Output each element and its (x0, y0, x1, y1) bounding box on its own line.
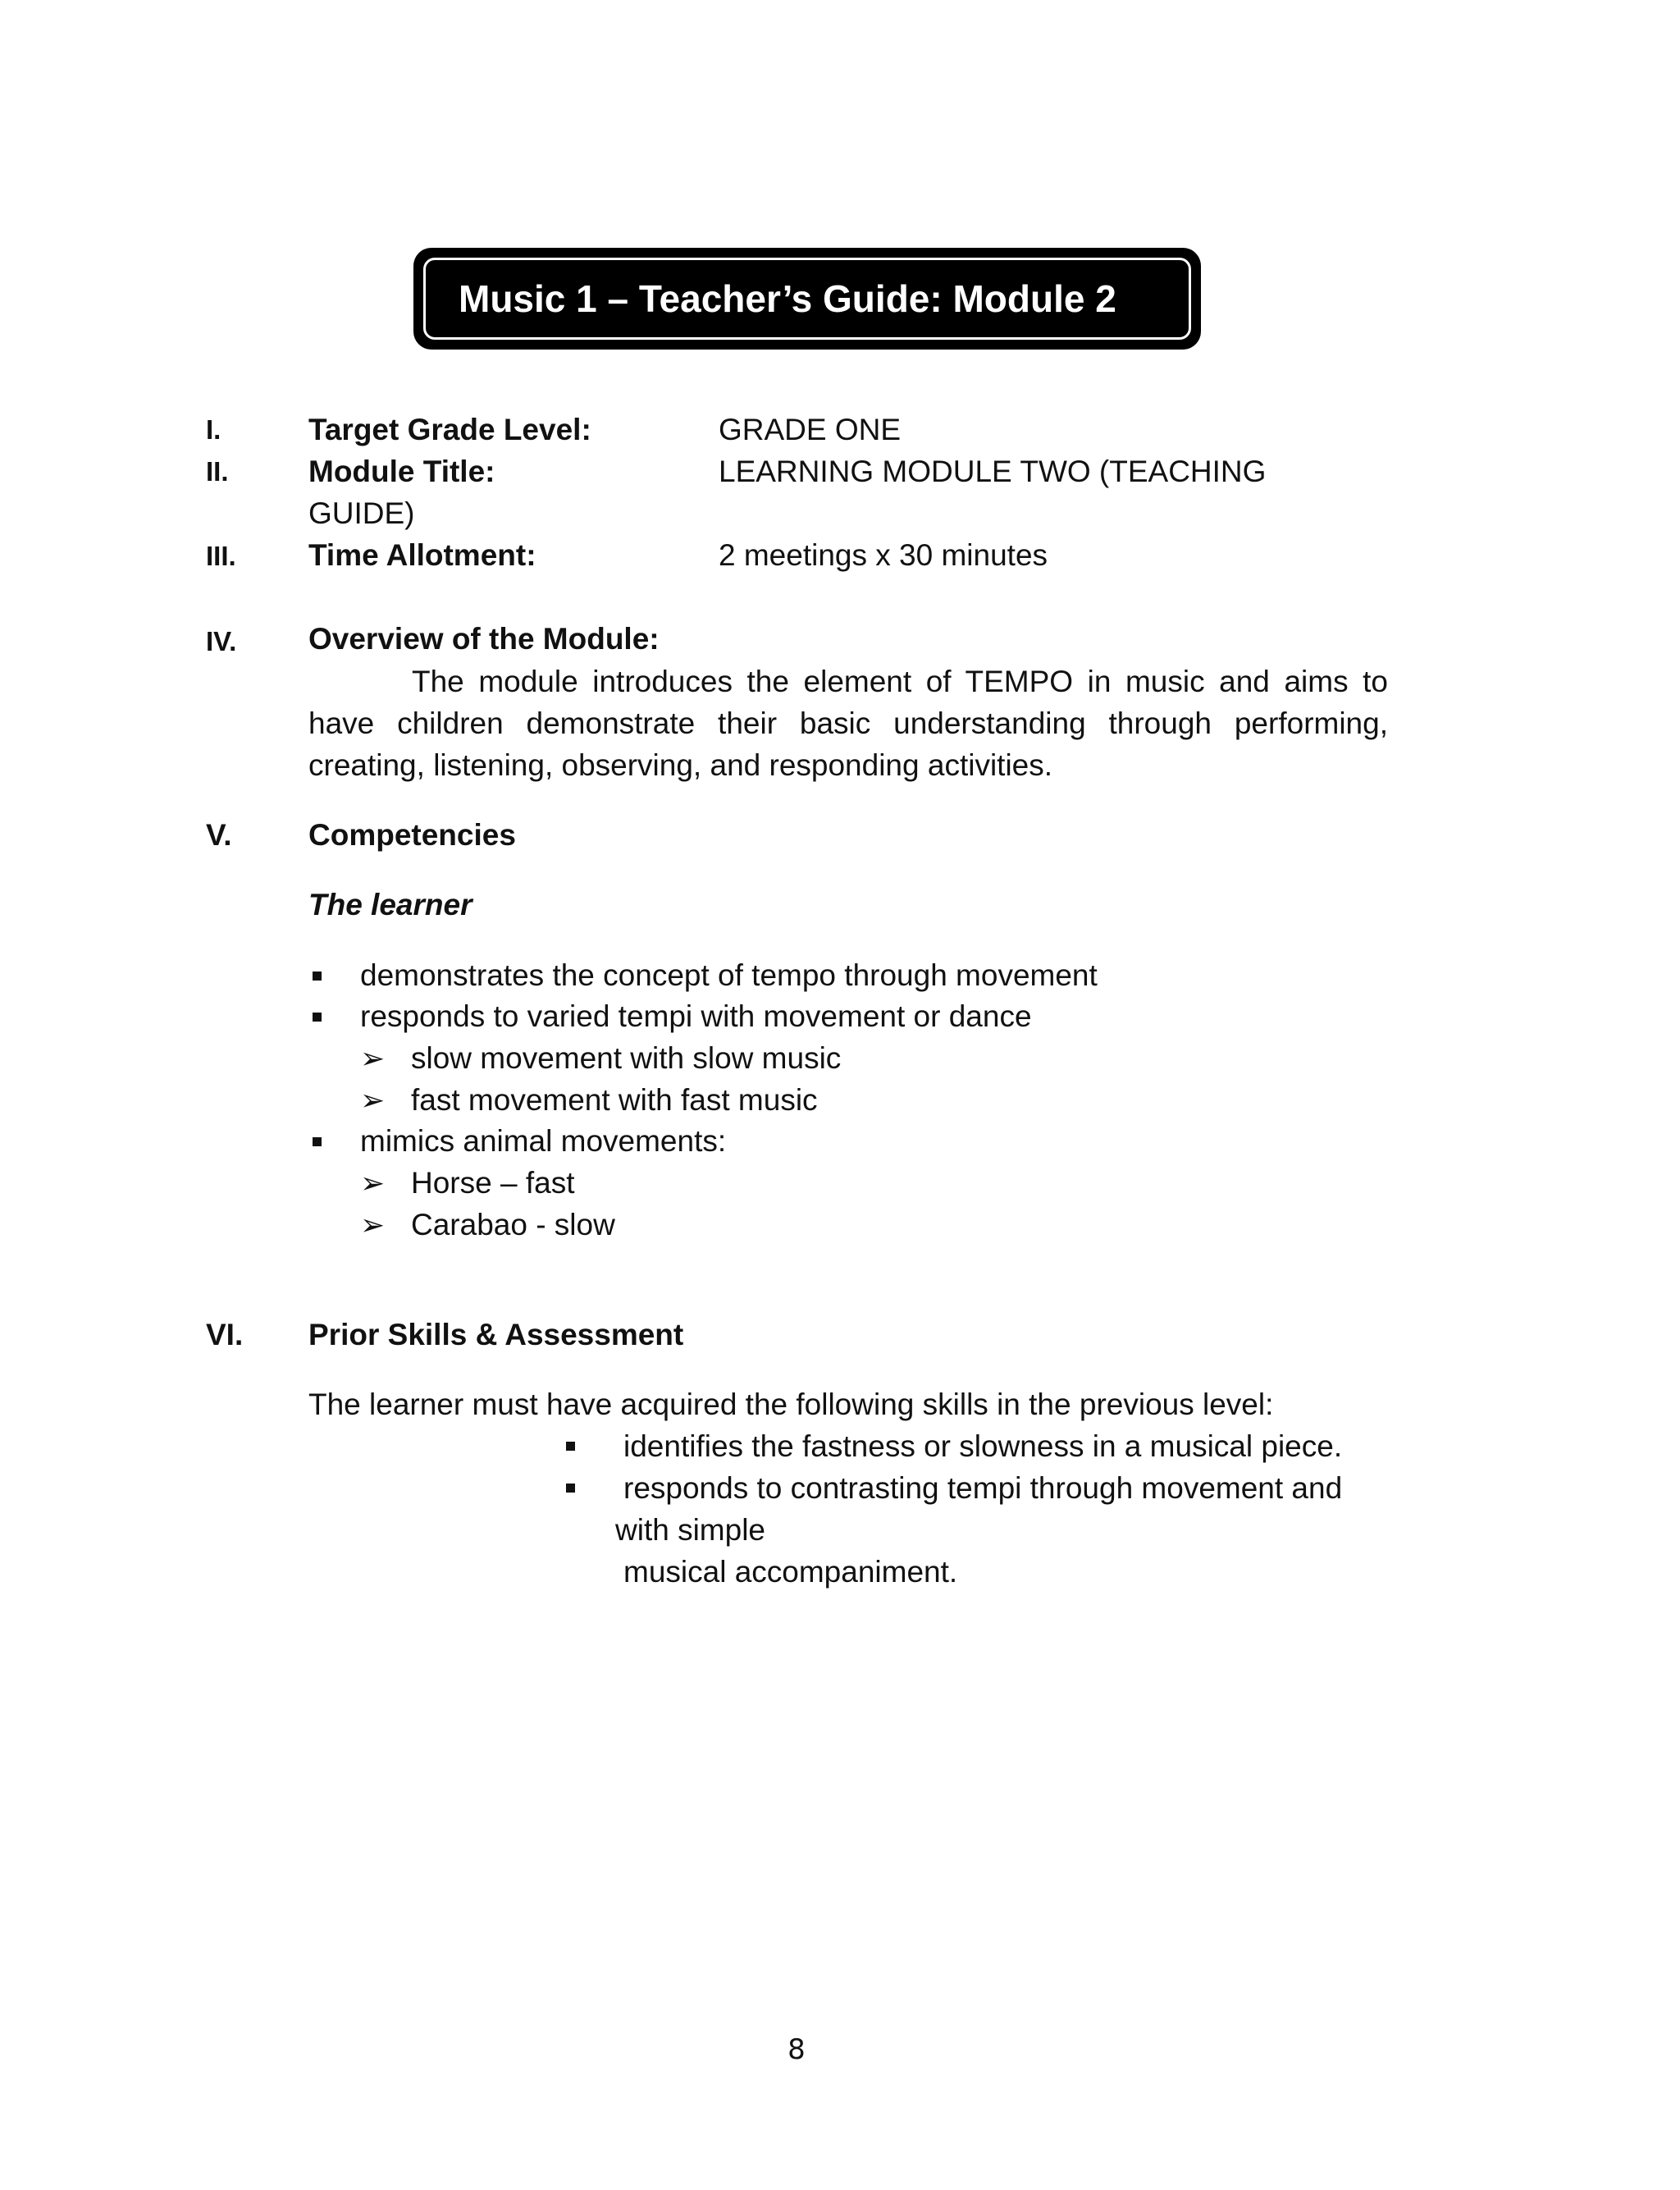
overview-label: Overview of the Module: (308, 622, 660, 656)
section-numeral-iv: IV. (206, 626, 237, 656)
competency-subitem: Carabao - slow (411, 1208, 615, 1241)
prior-skill-item: responds to contrasting tempi through movement and (623, 1471, 1343, 1505)
competencies-intro: The learner (308, 888, 472, 921)
square-bullet-icon (566, 1442, 575, 1451)
target-grade-value: GRADE ONE (719, 413, 902, 446)
competency-subitem: Horse – fast (411, 1166, 575, 1200)
section-numeral-iii: III. (206, 541, 236, 571)
page-number: 8 (788, 2033, 806, 2066)
title-banner-inner-border (423, 258, 1191, 340)
module-title-value: LEARNING MODULE TWO (TEACHING (719, 455, 1267, 488)
time-allotment-label: Time Allotment: (308, 538, 536, 572)
prior-skills-heading: Prior Skills & Assessment (308, 1318, 684, 1351)
target-grade-label: Target Grade Level: (308, 413, 591, 446)
square-bullet-icon (313, 1137, 322, 1146)
section-numeral-i: I. (206, 414, 221, 445)
competency-item: mimics animal movements: (360, 1124, 727, 1158)
section-numeral-v: V. (206, 818, 232, 852)
competency-item: demonstrates the concept of tempo through movement (360, 958, 1098, 992)
competency-subitem: fast movement with fast music (411, 1083, 818, 1117)
prior-skill-item-continued: musical accompaniment. (623, 1555, 958, 1589)
section-numeral-ii: II. (206, 456, 229, 487)
competency-item: responds to varied tempi with movement or dance (360, 999, 1032, 1033)
competency-subitem: slow movement with slow music (411, 1041, 842, 1075)
square-bullet-icon (313, 972, 322, 981)
arrow-bullet-icon: ➢ (360, 1166, 386, 1200)
competencies-heading: Competencies (308, 818, 516, 852)
square-bullet-icon (566, 1484, 575, 1493)
arrow-bullet-icon: ➢ (360, 1083, 386, 1117)
module-title-value-continued: GUIDE) (308, 496, 415, 530)
square-bullet-icon (313, 1013, 322, 1022)
page-title: Music 1 – Teacher’s Guide: Module 2 (459, 277, 1116, 320)
time-allotment-value: 2 meetings x 30 minutes (719, 538, 1048, 572)
arrow-bullet-icon: ➢ (360, 1208, 386, 1241)
title-banner (413, 248, 1201, 350)
module-title-label: Module Title: (308, 455, 495, 488)
section-numeral-vi: VI. (206, 1318, 244, 1351)
prior-skills-intro: The learner must have acquired the following skills in the previous level: (308, 1388, 1274, 1421)
prior-skill-item-continued: with simple (615, 1513, 765, 1547)
overview-paragraph: The module introduces the element of TEMPO in music and aims to have children demonstrate their basic understanding through performing, creating, listening, observing, and responding activities. (308, 665, 1388, 782)
prior-skill-item: identifies the fastness or slowness in a musical piece. (623, 1429, 1343, 1463)
arrow-bullet-icon: ➢ (360, 1041, 386, 1075)
